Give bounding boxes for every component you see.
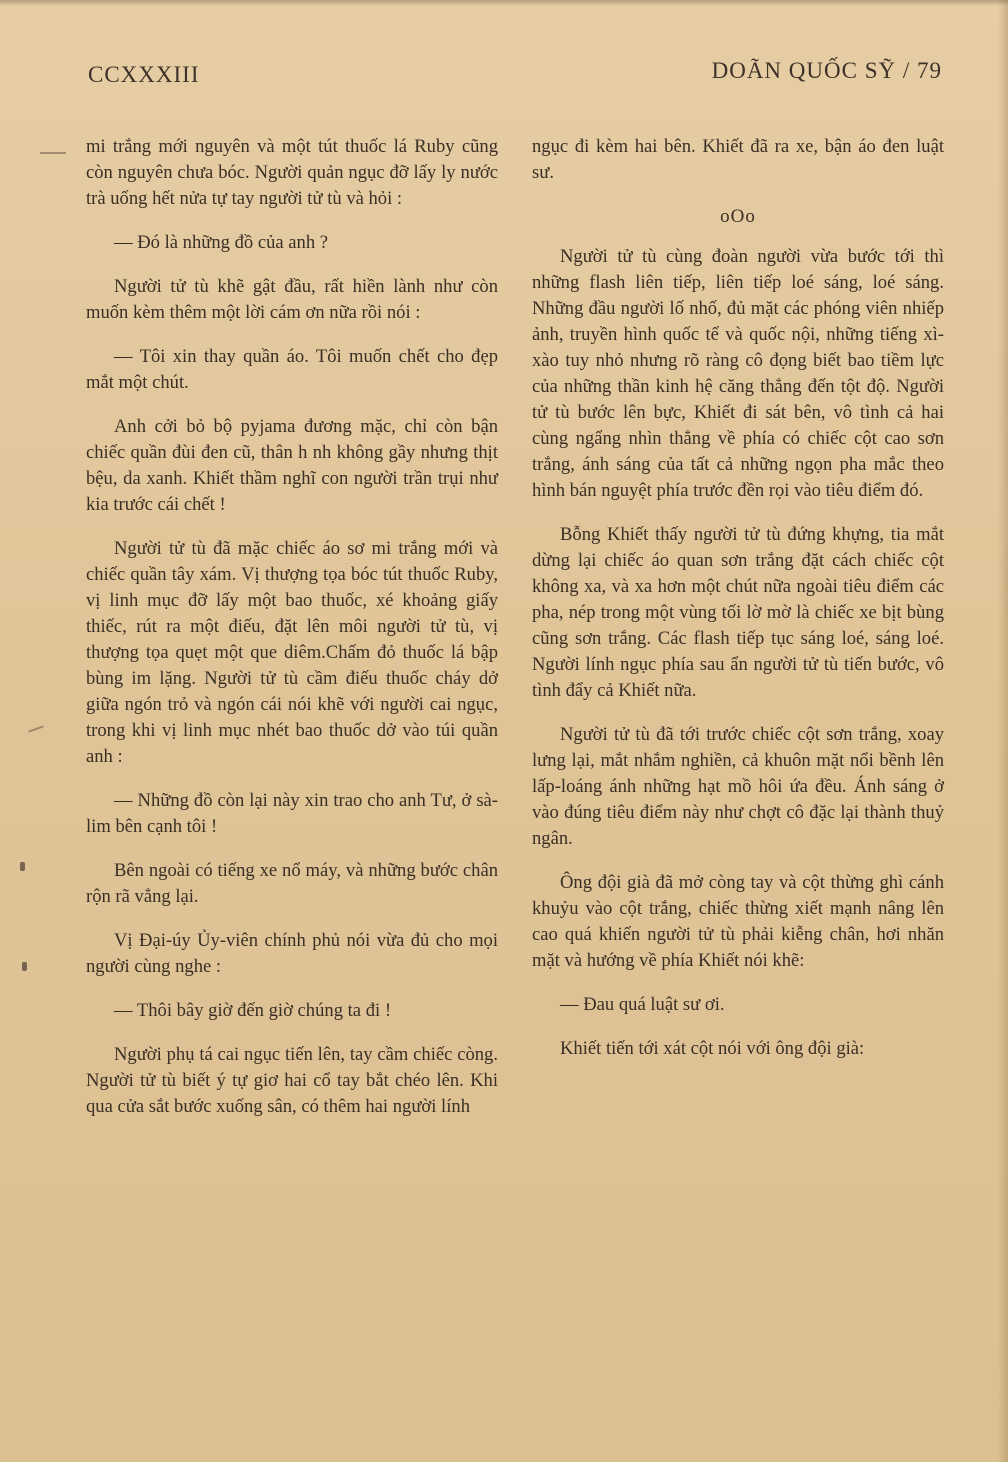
paragraph: Người tử tù đã mặc chiếc áo sơ mi trắng mới và chiếc quần tây xám. Vị thượng tọa bóc tút thuốc Ruby, vị linh mục đỡ lấy một bao thuốc, xé khoảng giấy thiếc, rút ra một điếu, đặt lên môi người tử tù, vị thượng tọa quẹt một que diêm.Chấm đỏ thuốc lá bập bùng im lặng. Người tử tù cầm điếu thuốc cháy dở giữa ngón trỏ và ngón cái nói khẽ với người cai ngục, trong khi vị linh mục nhét bao thuốc dở vào túi quần anh : — [86, 538, 498, 767]
page-right-edge — [998, 0, 1008, 1462]
paragraph: Bỗng Khiết thấy người tử tù đứng khựng, tia mắt dừng lại chiếc áo quan sơn trắng đặt cách chiếc cột không xa, và xa hơn một chút nữa ngoài tiêu điểm các pha, nép trong một vùng tối lờ mờ là chiếc xe bịt bùng cũng sơn trắng. Các flash tiếp tục sáng loé, sáng loé. Người lính ngục phía sau ẩn người tử tù tiến bước, vô tình đẩy cả Khiết nữa. — [532, 524, 944, 701]
section-separator: oOo — [720, 206, 756, 227]
paragraph: Người tử tù cùng đoàn người vừa bước tới thì những flash liên tiếp, liên tiếp loé sáng, loé sáng. Những đầu người lố nhố, đủ mặt các phóng viên nhiếp ảnh, truyền hình quốc tế và quốc nội, những tiếng xì-xào tuy nhỏ nhưng rõ ràng cô đọng biết bao tiềm lực của những thần kinh hệ căng thẳng đến tột độ. Người tử tù bước lên bực, Khiết đi sát bên, vô tình cả hai cùng ngẩng nhìn thẳng về phía có chiếc cột cao sơn trắng, ánh sáng của tất cả những ngọn pha mắc theo hình bán nguyệt phía trước đền rọi vào tiêu điểm đó. — [532, 246, 944, 501]
margin-dot — [20, 862, 25, 871]
paragraph: — Đó là những đồ của anh ? — [114, 232, 329, 253]
paragraph: Khiết tiến tới xát cột nói với ông đội già: — [560, 1038, 865, 1059]
paragraph: Người tử tù khẽ gật đầu, rất hiền lành như còn muốn kèm thêm một lời cám ơn nữa rồi nói : — [86, 276, 498, 323]
chapter-number: CCXXXIII — [88, 62, 200, 87]
paragraph: Vị Đại-úy Ủy-viên chính phủ nói vừa đủ cho mọi người cùng nghe : — [86, 930, 498, 977]
paragraph: mi trắng mới nguyên và một tút thuốc lá Ruby cũng còn nguyên chưa bóc. Người quản ngục đỡ lấy ly nước trà uống hết nửa tự tay người tử tù và hỏi : — [86, 136, 498, 209]
paragraph: ngục đi kèm hai bên. Khiết đã ra xe, bận áo đen luật sư. — [532, 136, 944, 183]
paragraph: Ông đội già đã mở còng tay và cột thừng ghì cánh khuỷu vào cột trắng, chiếc thừng xiết mạnh nâng lên cao quá khiến người tử tù phải kiễng chân, hơi nhăn mặt và hướng về phía Khiết nói khẽ: — [532, 872, 944, 971]
left-column — [86, 134, 498, 1138]
paragraph: Bên ngoài có tiếng xe nổ máy, và những bước chân rộn rã vẳng lại. — [86, 860, 498, 907]
paragraph: Anh cởi bỏ bộ pyjama đương mặc, chỉ còn bận chiếc quần đùi đen cũ, thân h nh không gầy nhưng thịt bệu, da xanh. Khiết thầm nghĩ con người trần trụi như kia trước cái chết ! — [86, 416, 498, 515]
margin-dot — [22, 962, 27, 971]
right-column — [532, 134, 944, 1080]
page-top-edge — [0, 0, 1008, 6]
paragraph: — Tôi xin thay quần áo. Tôi muốn chết cho đẹp mắt một chút. — [86, 346, 498, 393]
paragraph: — Đau quá luật sư ơi. — [560, 994, 725, 1015]
running-header-author-page: DOÃN QUỐC SỸ / 79 — [711, 58, 942, 83]
paragraph: Người tử tù đã tới trước chiếc cột sơn trắng, xoay lưng lại, mắt nhắm nghiền, cả khuôn mặt nổi bềnh lên lấp-loáng ánh những hạt mồ hôi ứa đều. Ánh sáng ở vào đúng tiêu điểm này như chợt cô đặc lại thành thuỷ ngân. — [532, 724, 944, 849]
margin-mark — [40, 152, 66, 154]
paragraph: — Thôi bây giờ đến giờ chúng ta đi ! — [114, 1000, 392, 1021]
paragraph: — Những đồ còn lại này xin trao cho anh Tư, ở sà-lim bên cạnh tôi ! — [86, 790, 498, 837]
paragraph: Người phụ tá cai ngục tiến lên, tay cầm chiếc còng. Người tử tù biết ý tự giơ hai cổ tay bắt chéo lên. Khi qua cửa sắt bước xuống sân, có thêm hai người lính — [86, 1044, 498, 1117]
